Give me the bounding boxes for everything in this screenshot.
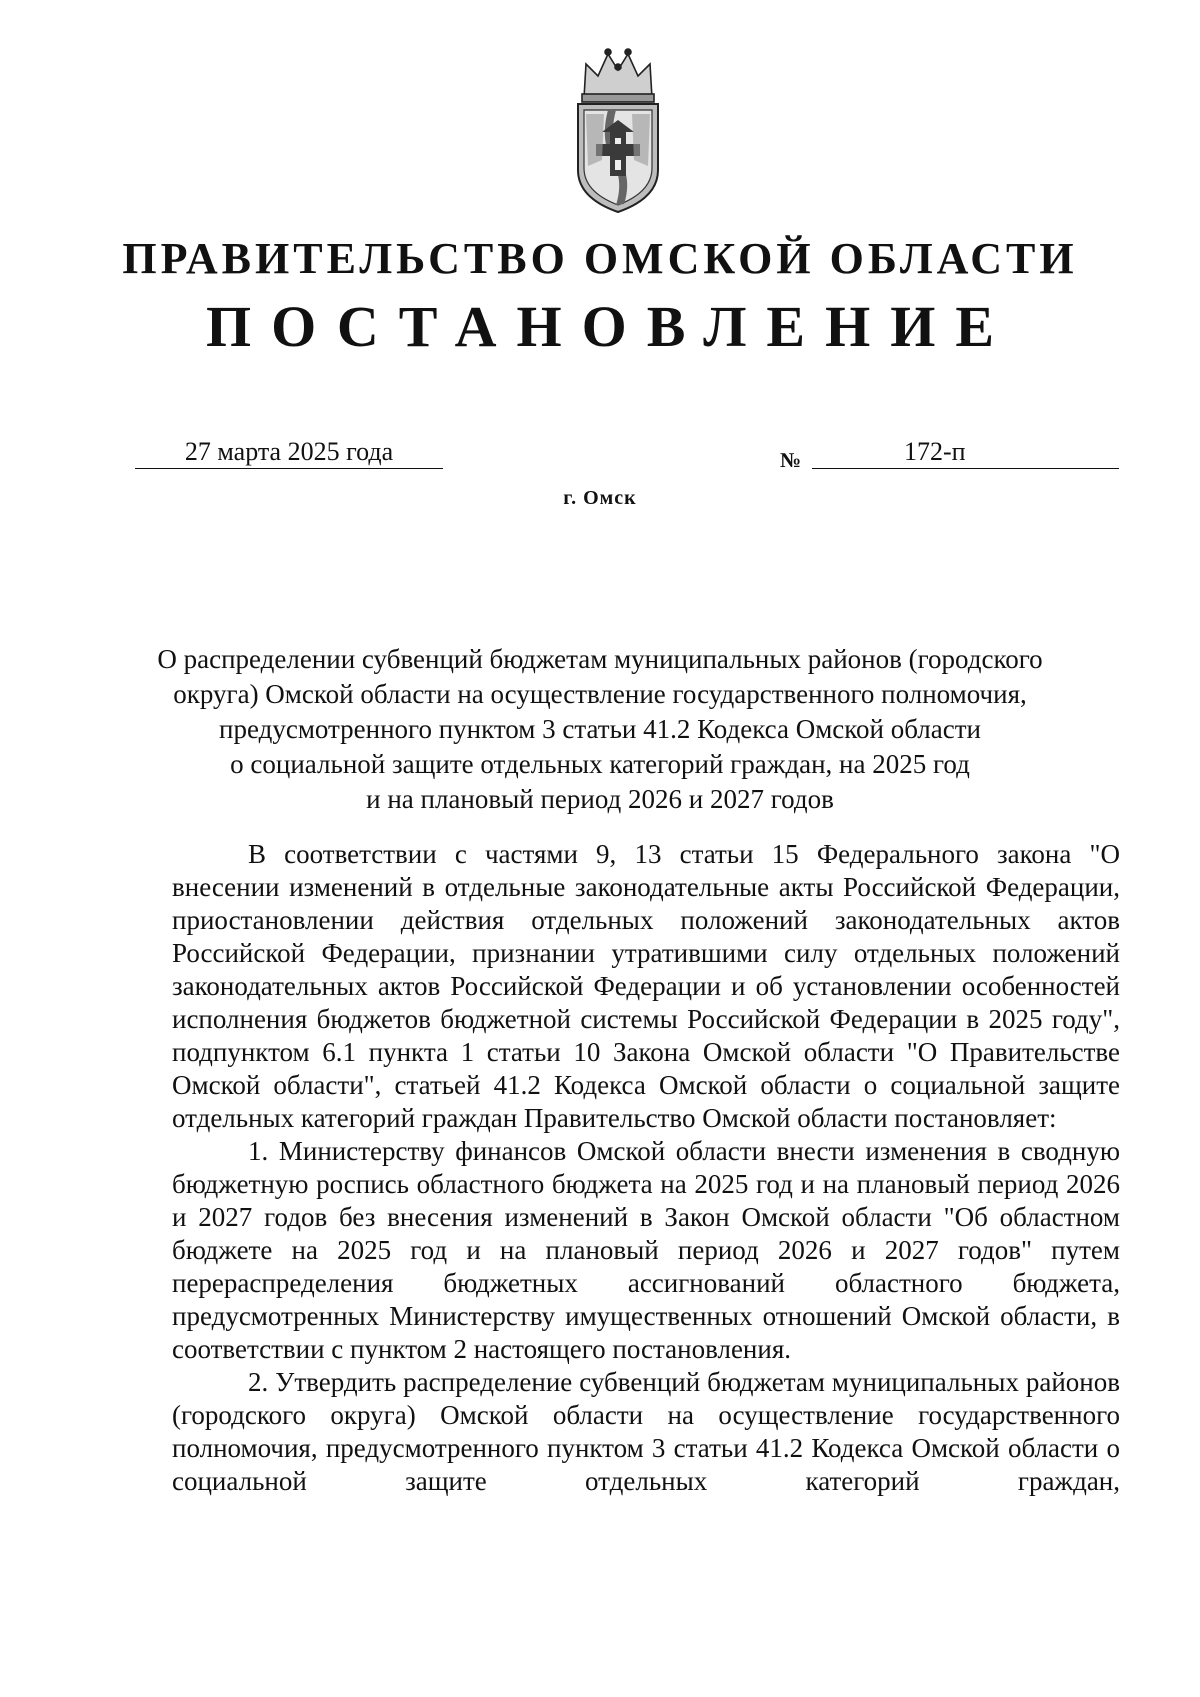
coat-of-arms-emblem <box>564 40 672 216</box>
subject-line: предусмотренного пунктом 3 статьи 41.2 Кодекса Омской области <box>219 714 981 744</box>
subject-line: О распределении субвенций бюджетам муниципальных районов (городского <box>157 644 1043 674</box>
document-date: 27 марта 2025 года <box>135 436 443 469</box>
body-paragraph-preamble: В соответствии с частями 9, 13 статьи 15 Федерального закона "О внесении изменений в отдельные законодательные акты Российской Федерации, приостановлении действия отдельных положений законодательных актов Российской Федерации, признании утратившими силу отдельных положений законодательных актов Российской Федерации и об установлении особенностей исполнения бюджетов бюджетной системы Российской Федерации в 2025 году", подпунктом 6.1 пункта 1 статьи 10 Закона Омской области "О Правительстве Омской области", статьей 41.2 Кодекса Омской области о социальной защите отдельных категорий граждан Правительство Омской области постановляет: <box>172 839 1120 1133</box>
subject-line: округа) Омской области на осуществление государственного полномочия, <box>173 679 1027 709</box>
number-sign: № <box>780 448 802 472</box>
body-paragraph-item-1: 1. Министерству финансов Омской области внести изменения в сводную бюджетную роспись областного бюджета на 2025 год и на плановый период 2026 и 2027 годов без внесения изменений в Закон Омской области "Об областном бюджете на 2025 год и на плановый период 2026 и 2027 годов" путем перераспределения бюджетных ассигнований областного бюджета, предусмотренных Министерству имущественных отношений Омской области, в соответствии с пунктом 2 настоящего постановления. <box>172 1136 1120 1364</box>
city-label: г. Омск <box>563 487 637 509</box>
document-subject <box>150 642 1050 817</box>
document-body <box>172 838 1120 1498</box>
org-title: ПРАВИТЕЛЬСТВО ОМСКОЙ ОБЛАСТИ <box>122 234 1078 283</box>
document-type-title: ПОСТАНОВЛЕНИЕ <box>205 294 1015 359</box>
subject-line: и на плановый период 2026 и 2027 годов <box>366 784 834 814</box>
document-number: 172-п <box>812 436 1119 469</box>
omsk-oblast-coat-of-arms-icon <box>564 40 672 216</box>
body-paragraph-item-2: 2. Утвердить распределение субвенций бюджетам муниципальных районов (городского округа) Омской области на осуществление государственного полномочия, предусмотренного пунктом 3 статьи 41.2 Кодекса Омской области о социальной защите отдельных категорий граждан, <box>172 1367 1120 1496</box>
subject-line: о социальной защите отдельных категорий граждан, на 2025 год <box>230 749 970 779</box>
